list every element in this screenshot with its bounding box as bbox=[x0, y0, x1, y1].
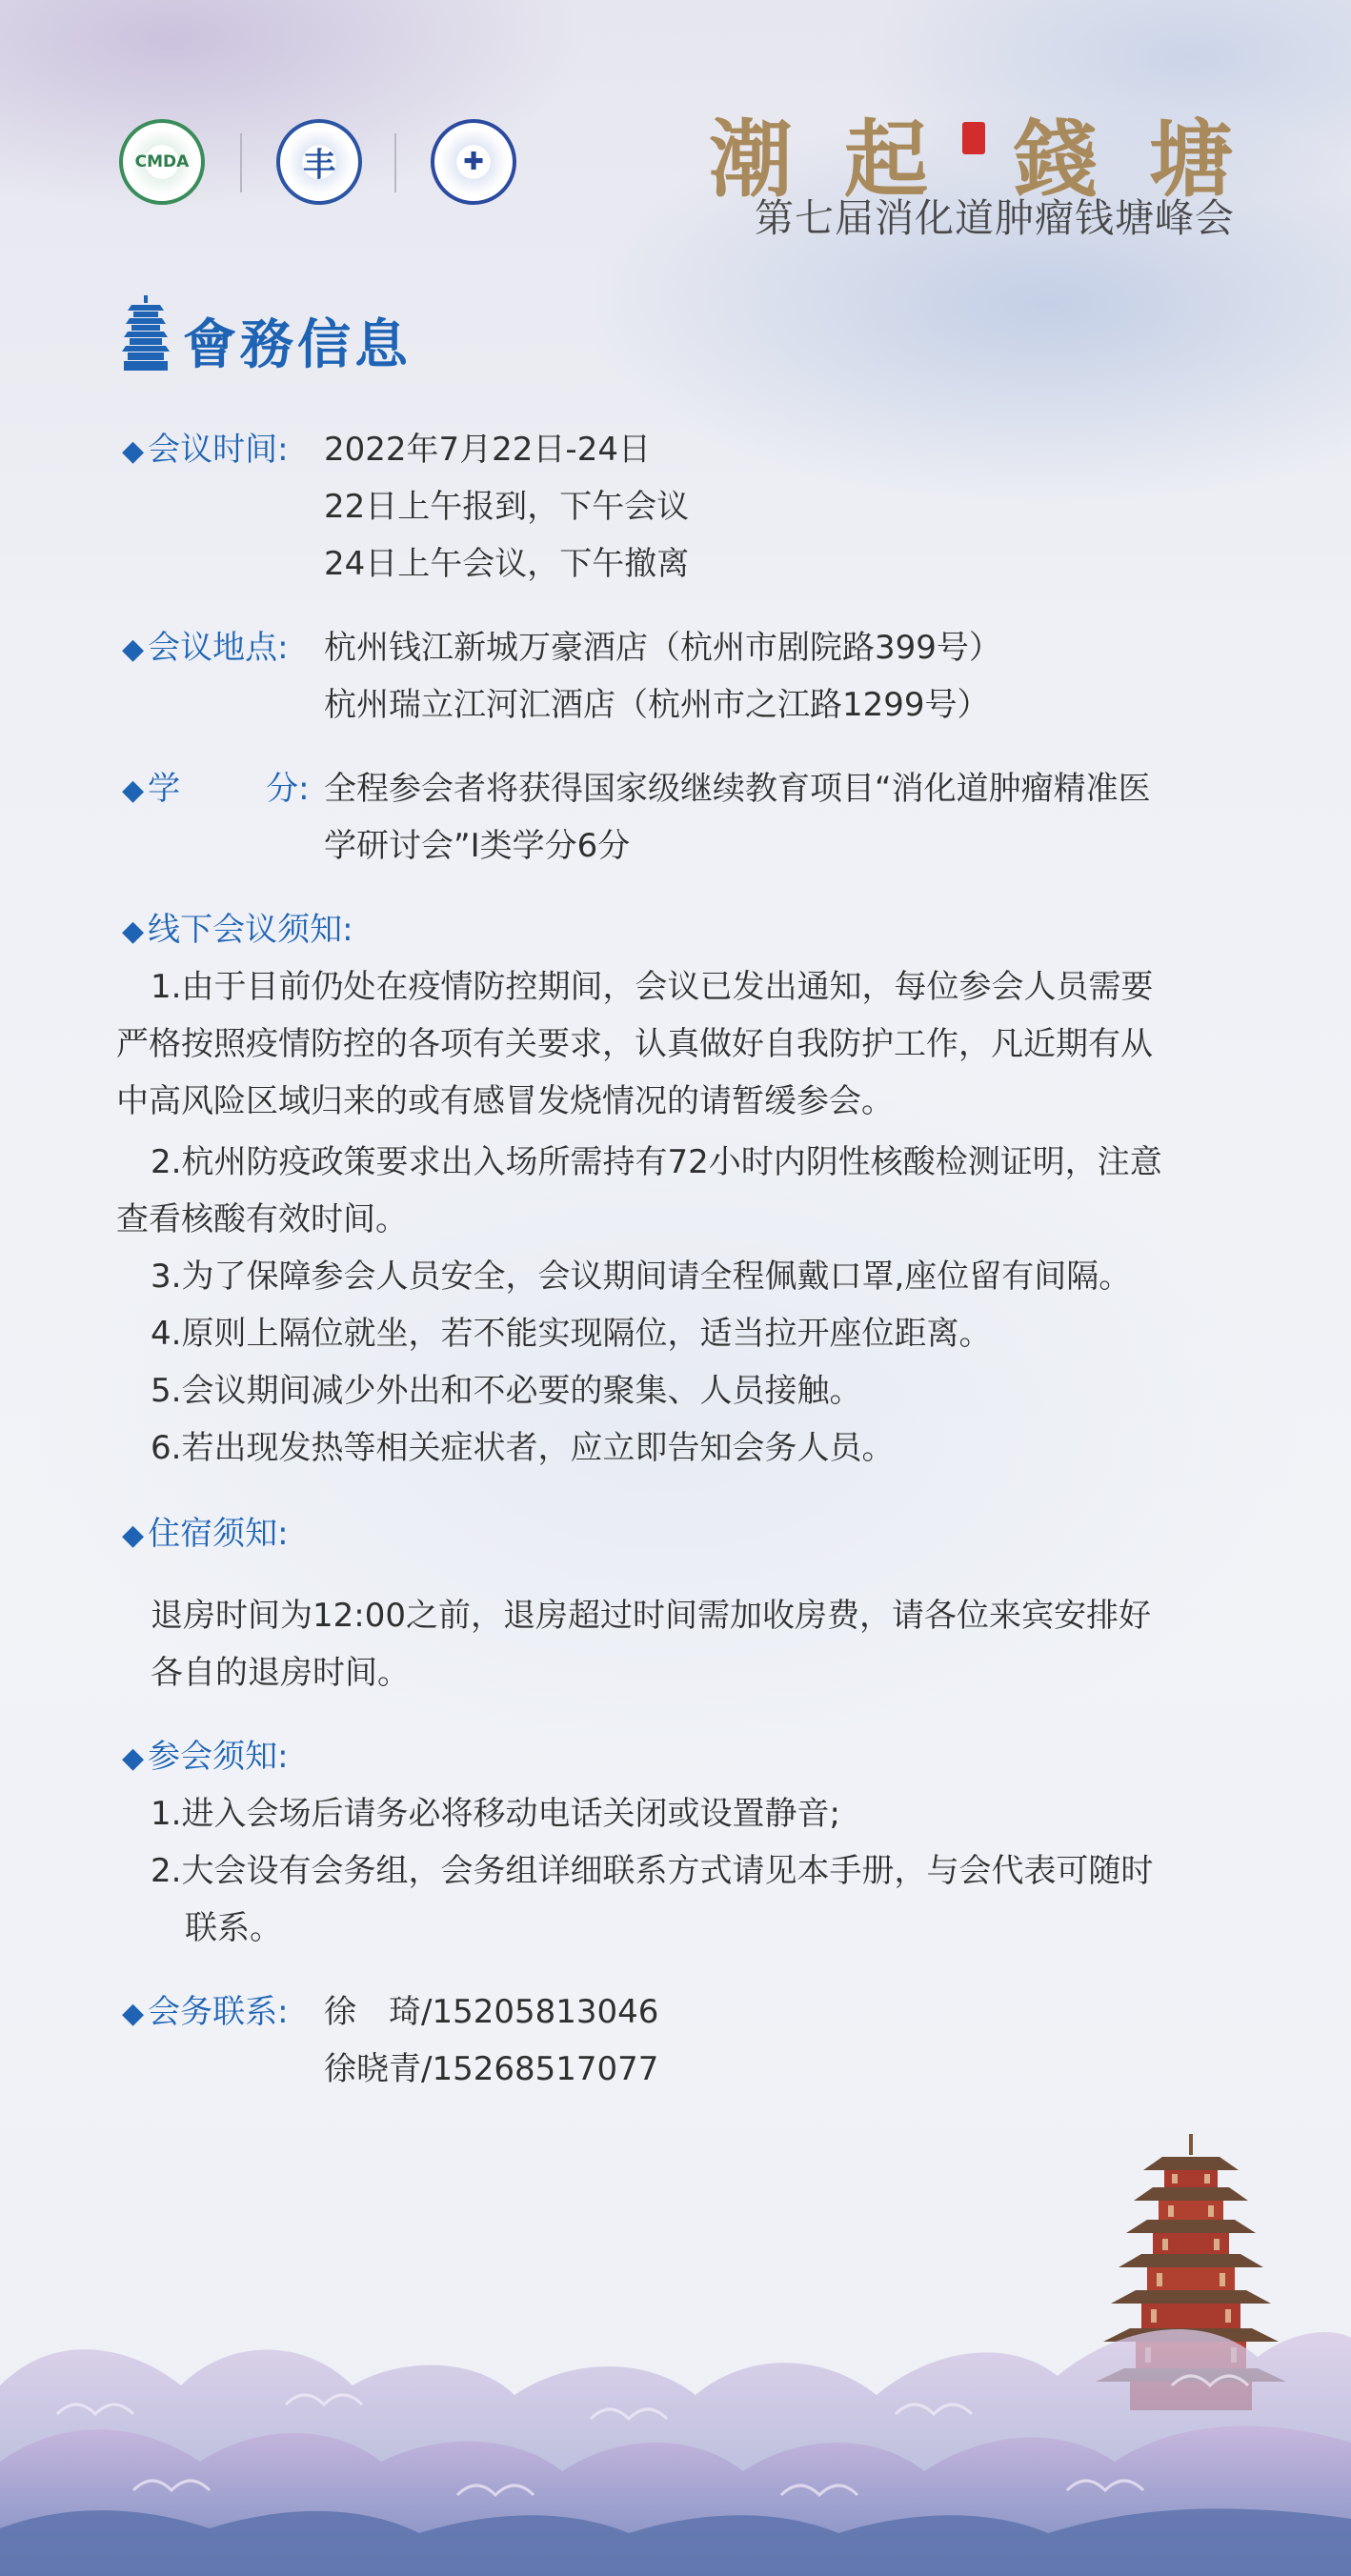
lodging-label: ◆ 住宿须知: bbox=[122, 1515, 289, 1553]
section-title: 會務信息 bbox=[183, 313, 412, 376]
diamond-bullet-icon: ◆ bbox=[122, 633, 145, 666]
contact-label: ◆ 会务联系: bbox=[122, 1993, 289, 2031]
cmda-logo: CMDA bbox=[119, 119, 205, 205]
lodging-line: 退房时间为12:00之前，退房超过时间需加收房费，请各位来宾安排好 bbox=[151, 1597, 1151, 1635]
notice-line: 6.若出现发热等相关症状者，应立即告知会务人员。 bbox=[151, 1429, 895, 1467]
contact-line: 徐晓青/15268517077 bbox=[324, 2050, 659, 2088]
notice-line: 查看核酸有效时间。 bbox=[116, 1200, 408, 1238]
notice-line: 3.为了保障参会人员安全，会议期间请全程佩戴口罩,座位留有间隔。 bbox=[151, 1258, 1132, 1296]
diamond-bullet-icon: ◆ bbox=[122, 1519, 145, 1552]
diamond-bullet-icon: ◆ bbox=[122, 915, 145, 948]
logo-divider bbox=[394, 133, 396, 192]
cloud-waves-decoration bbox=[0, 2271, 1351, 2576]
credits-line: 全程参会者将获得国家级继续教育项目“消化道肿瘤精准医 bbox=[324, 770, 1151, 808]
meeting-time-line: 22日上午报到，下午会议 bbox=[324, 488, 690, 526]
notice-line: 1.由于目前仍处在疫情防控期间，会议已发出通知，每位参会人员需要 bbox=[151, 968, 1154, 1006]
attendance-line: 2.大会设有会务组，会务组详细联系方式请见本手册，与会代表可随时 bbox=[151, 1852, 1154, 1890]
meeting-time-line: 2022年7月22日-24日 bbox=[324, 431, 651, 469]
meeting-place-label: ◆ 会议地点: bbox=[122, 629, 289, 667]
university-logo: ✚ bbox=[431, 119, 516, 205]
meeting-place-line: 杭州钱江新城万豪酒店（杭州市剧院路399号） bbox=[324, 629, 1001, 667]
lodging-line: 各自的退房时间。 bbox=[151, 1654, 410, 1692]
attendance-line: 联系。 bbox=[185, 1909, 282, 1947]
notice-line: 严格按照疫情防控的各项有关要求，认真做好自我防护工作，凡近期有从 bbox=[116, 1025, 1153, 1063]
brand-title: 潮 起 錢 塘 bbox=[708, 110, 1239, 209]
credits-line: 学研讨会”I类学分6分 bbox=[324, 827, 631, 865]
conference-subtitle: 第七届消化道肿瘤钱塘峰会 bbox=[755, 195, 1235, 241]
diamond-bullet-icon: ◆ bbox=[122, 434, 145, 468]
diamond-bullet-icon: ◆ bbox=[122, 1741, 145, 1775]
credits-label: ◆ 学 分: bbox=[122, 770, 310, 808]
offline-notice-label: ◆ 线下会议须知: bbox=[122, 911, 353, 949]
logo-divider bbox=[240, 133, 242, 192]
attendance-label: ◆ 参会须知: bbox=[122, 1738, 289, 1776]
diamond-bullet-icon: ◆ bbox=[122, 774, 145, 807]
meeting-time-label: ◆ 会议时间: bbox=[122, 431, 289, 469]
notice-line: 2.杭州防疫政策要求出入场所需持有72小时内阴性核酸检测证明，注意 bbox=[151, 1143, 1162, 1181]
pagoda-icon bbox=[122, 295, 170, 372]
notice-line: 中高风险区域归来的或有感冒发烧情况的请暂缓参会。 bbox=[116, 1082, 894, 1120]
red-seal-icon bbox=[962, 122, 985, 154]
notice-line: 5.会议期间减少外出和不必要的聚集、人员接触。 bbox=[151, 1372, 862, 1410]
diamond-bullet-icon: ◆ bbox=[122, 1997, 145, 2030]
meeting-time-line: 24日上午会议，下午撤离 bbox=[324, 545, 690, 583]
notice-line: 4.原则上隔位就坐，若不能实现隔位，适当拉开座位距离。 bbox=[151, 1315, 992, 1353]
contact-line: 徐 琦/15205813046 bbox=[324, 1993, 659, 2031]
attendance-line: 1.进入会场后请务必将移动电话关闭或设置静音; bbox=[151, 1795, 840, 1833]
association-logo: 丰 bbox=[276, 119, 362, 205]
meeting-place-line: 杭州瑞立江河汇酒店（杭州市之江路1299号） bbox=[324, 686, 990, 724]
